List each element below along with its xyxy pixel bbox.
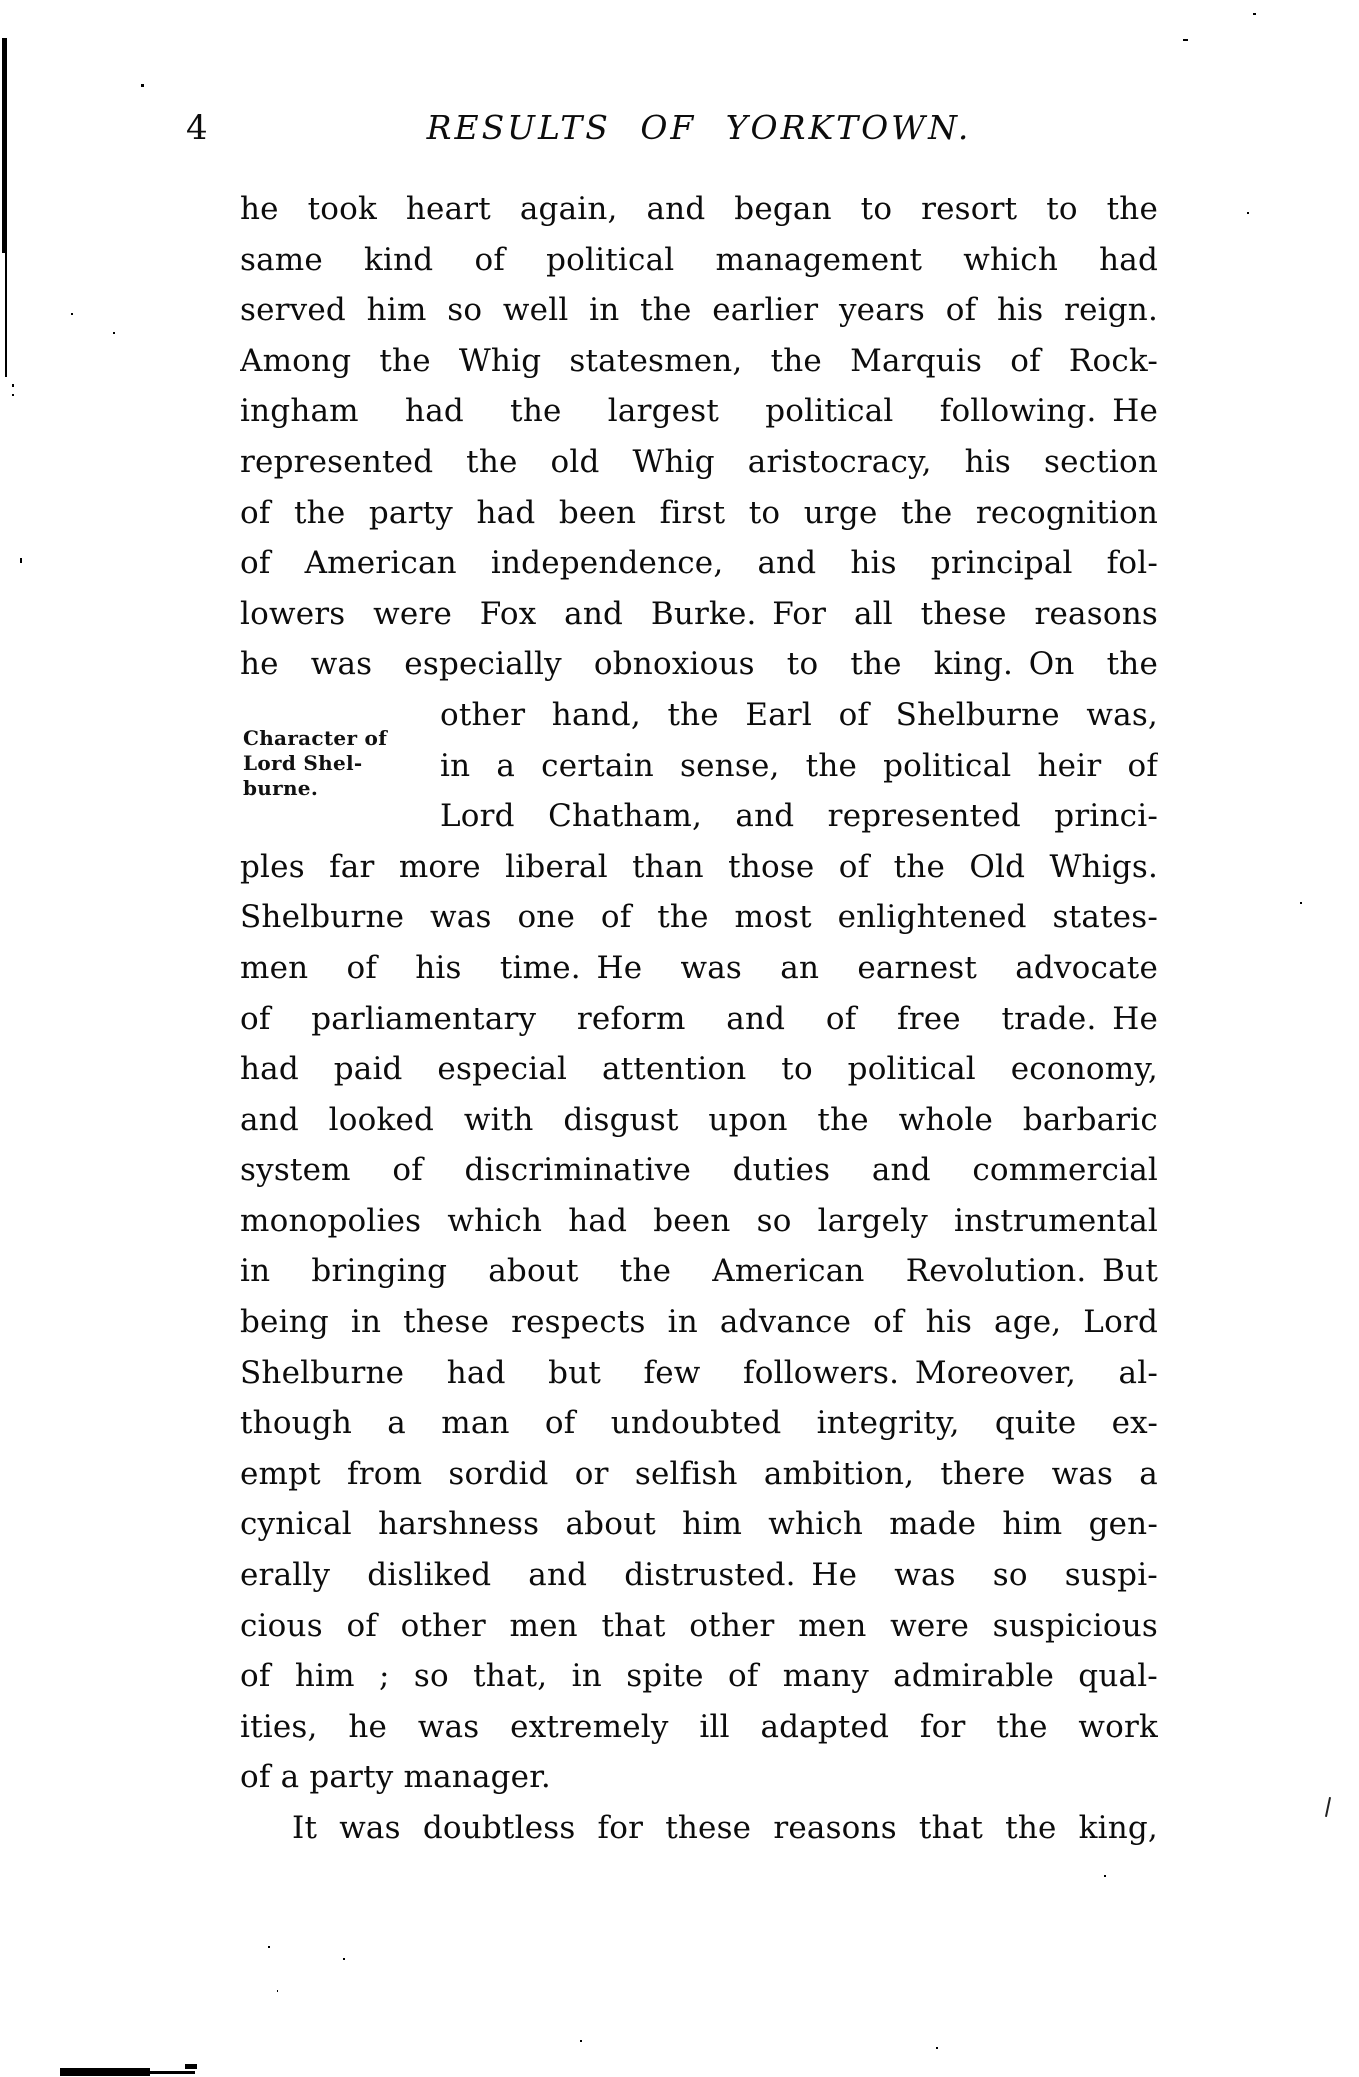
- scan-speck: [1247, 212, 1249, 214]
- text-line: ingham had the largest political following. He: [240, 393, 1158, 430]
- text-line: in bringing about the American Revolution. But: [240, 1253, 1158, 1290]
- text-line: Among the Whig statesmen, the Marquis of Rock-: [240, 342, 1158, 379]
- scan-gutter-line: [2, 38, 7, 253]
- text-line: other hand, the Earl of Shelburne was,: [440, 696, 1158, 733]
- scan-speck: [1253, 13, 1256, 15]
- text-line: ples far more liberal than those of the Old Whigs.: [240, 848, 1158, 885]
- text-line: lowers were Fox and Burke. For all these reasons: [240, 595, 1158, 632]
- text-line: ities, he was extremely ill adapted for the work: [240, 1708, 1158, 1745]
- text-line: in a certain sense, the political heir of: [440, 747, 1158, 784]
- scan-speck: [12, 394, 14, 396]
- text-line: Shelburne had but few followers. Moreover, al-: [240, 1354, 1158, 1391]
- text-line: being in these respects in advance of his age, Lord: [240, 1304, 1158, 1341]
- page-number: 4: [186, 108, 208, 148]
- scan-speck: [113, 332, 115, 334]
- text-line: Lord Chatham, and represented princi-: [440, 798, 1158, 835]
- margin-note-line: burne.: [243, 776, 319, 800]
- running-header: RESULTS OF YORKTOWN.: [426, 108, 972, 147]
- text-line: of the party had been first to urge the recognition: [240, 494, 1158, 531]
- scan-speck: [936, 2047, 938, 2049]
- text-line: same kind of political management which had: [240, 241, 1158, 278]
- text-line: Shelburne was one of the most enlightened states-: [240, 899, 1158, 936]
- text-line: of a party manager.: [240, 1759, 551, 1796]
- scan-speck: [343, 1958, 345, 1960]
- text-line: and looked with disgust upon the whole barbaric: [240, 1101, 1158, 1138]
- text-line: cious of other men that other men were suspicious: [240, 1607, 1158, 1644]
- scan-speck: [20, 558, 22, 563]
- text-line: cynical harshness about him which made him gen-: [240, 1506, 1158, 1543]
- text-line: represented the old Whig aristocracy, his section: [240, 443, 1158, 480]
- scan-smudge: [60, 2068, 150, 2076]
- text-line: of parliamentary reform and of free trade. He: [240, 1000, 1158, 1037]
- margin-note-line: Character of: [243, 726, 388, 750]
- text-line: though a man of undoubted integrity, quite ex-: [240, 1405, 1158, 1442]
- text-line: he took heart again, and began to resort to the: [240, 191, 1158, 227]
- text-line: It was doubtless for these reasons that the king,: [292, 1810, 1158, 1846]
- margin-note-line: Lord Shel-: [243, 751, 363, 775]
- text-line: monopolies which had been so largely instrumental: [240, 1202, 1158, 1239]
- text-line: had paid especial attention to political economy,: [240, 1051, 1158, 1088]
- text-line: empt from sordid or selfish ambition, there was a: [240, 1455, 1158, 1492]
- text-line: he was especially obnoxious to the king. On the: [240, 646, 1158, 683]
- scan-speck: [1300, 902, 1302, 904]
- text-line: men of his time. He was an earnest advocate: [240, 949, 1158, 986]
- text-line: erally disliked and distrusted. He was so suspi-: [240, 1557, 1158, 1594]
- scan-smudge: [150, 2071, 195, 2074]
- scan-smudge: [185, 2064, 197, 2069]
- text-line: of American independence, and his principal fol-: [240, 545, 1158, 582]
- scan-speck: [12, 384, 14, 387]
- scan-speck: [1183, 39, 1188, 41]
- scan-speck: [277, 1990, 278, 1992]
- scan-speck: [268, 1946, 270, 1948]
- scan-slash-mark: [1325, 1797, 1331, 1817]
- scan-speck: [1104, 1875, 1106, 1877]
- text-line: system of discriminative duties and commercial: [240, 1152, 1158, 1189]
- body-text: [240, 184, 1158, 1854]
- scan-speck: [580, 2040, 582, 2042]
- scan-speck: [141, 84, 144, 87]
- scan-gutter-line: [5, 245, 7, 377]
- scan-speck: [71, 313, 73, 315]
- text-line: served him so well in the earlier years of his reign.: [240, 292, 1158, 329]
- text-line: of him ; so that, in spite of many admirable qual-: [240, 1658, 1158, 1695]
